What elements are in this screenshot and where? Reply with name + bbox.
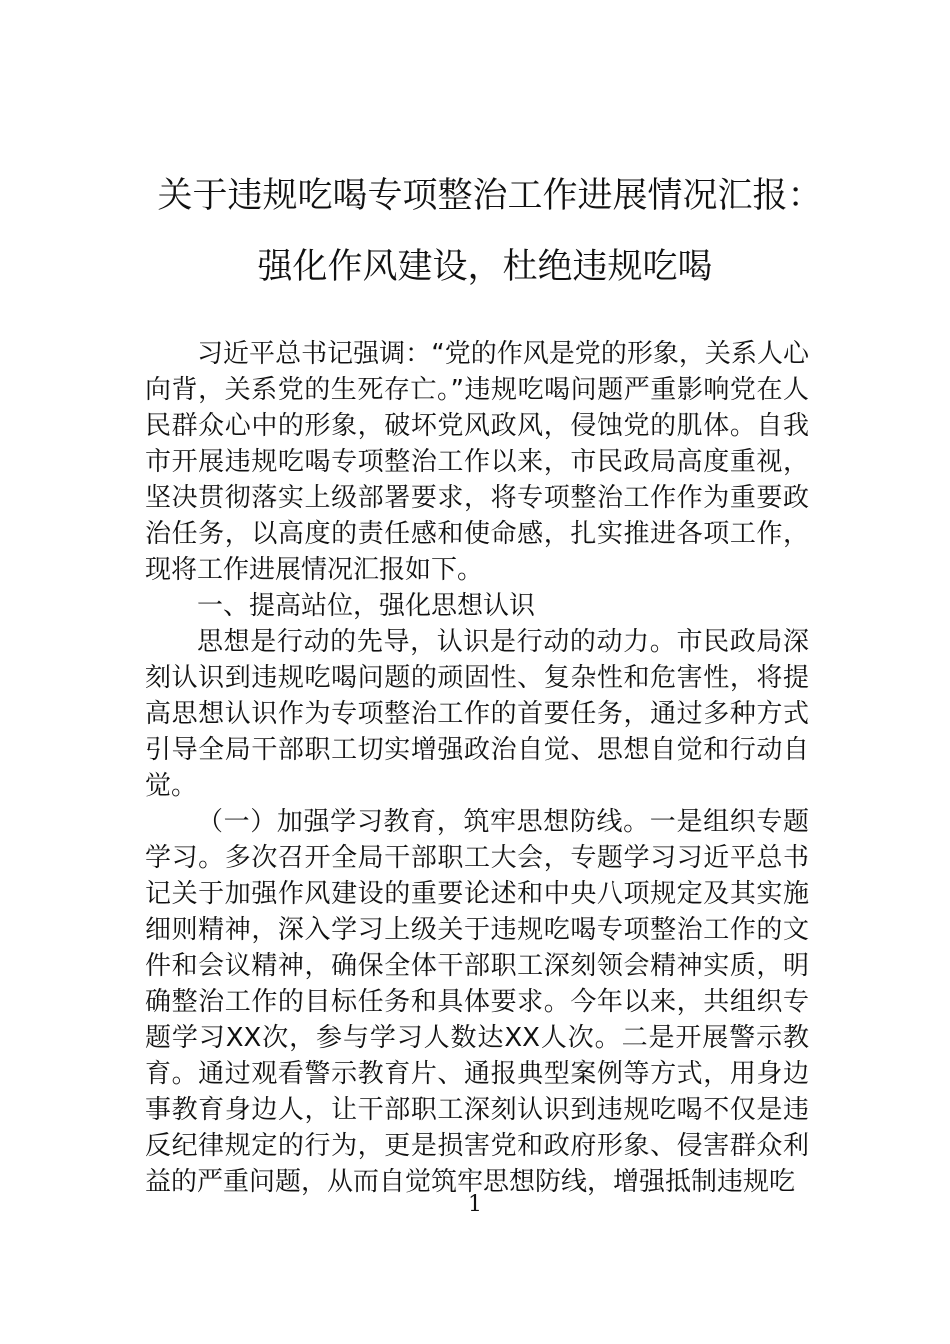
intro-paragraph: 习近平总书记强调：“党的作风是党的形象，关系人心向背，关系党的生死存亡。”违规吃喝问题严重影响党在人民群众心中的形象，破坏党风政风，侵蚀党的肌体。自我市开展违规吃喝专项整治工作以来，市民政局高度重视，坚决贯彻落实上级部署要求，将专项整治工作作为重要政治任务，以高度的责任感和使命感，扎实推进各项工作，现将工作进展情况汇报如下。 bbox=[145, 339, 809, 585]
section-heading: 一、提高站位，强化思想认识 bbox=[197, 591, 536, 621]
document-title-line-2: 强化作风建设，杜绝违规吃喝 bbox=[257, 247, 713, 287]
section-paragraph: 思想是行动的先导，认识是行动的动力。市民政局深刻认识到违规吃喝问题的顽固性、复杂性和危害性，将提高思想认识作为专项整治工作的首要任务，通过多种方式引导全局干部职工切实增强政治自觉、思想自觉和行动自觉。 bbox=[145, 627, 809, 801]
page-number: 1 bbox=[468, 1192, 482, 1217]
document-title-line-1: 关于违规吃喝专项整治工作进展情况汇报： bbox=[157, 176, 823, 216]
subsection-paragraph: （一）加强学习教育，筑牢思想防线。一是组织专题学习。多次召开全局干部职工大会，专题学习习近平总书记关于加强作风建设的重要论述和中央八项规定及其实施细则精神，深入学习上级关于违规吃喝专项整治工作的文件和会议精神，确保全体干部职工深刻领会精神实质，明确整治工作的目标任务和具体要求。今年以来，共组织专题学习XX次，参与学习人数达XX人次。二是开展警示教育。通过观看警示教育片、通报典型案例等方式，用身边事教育身边人，让干部职工深刻认识到违规吃喝不仅是违反纪律规定的行为，更是损害党和政府形象、侵害群众利益的严重问题，从而自觉筑牢思想防线，增强抵制违规吃 bbox=[145, 807, 809, 1197]
document-body bbox=[145, 336, 809, 1200]
